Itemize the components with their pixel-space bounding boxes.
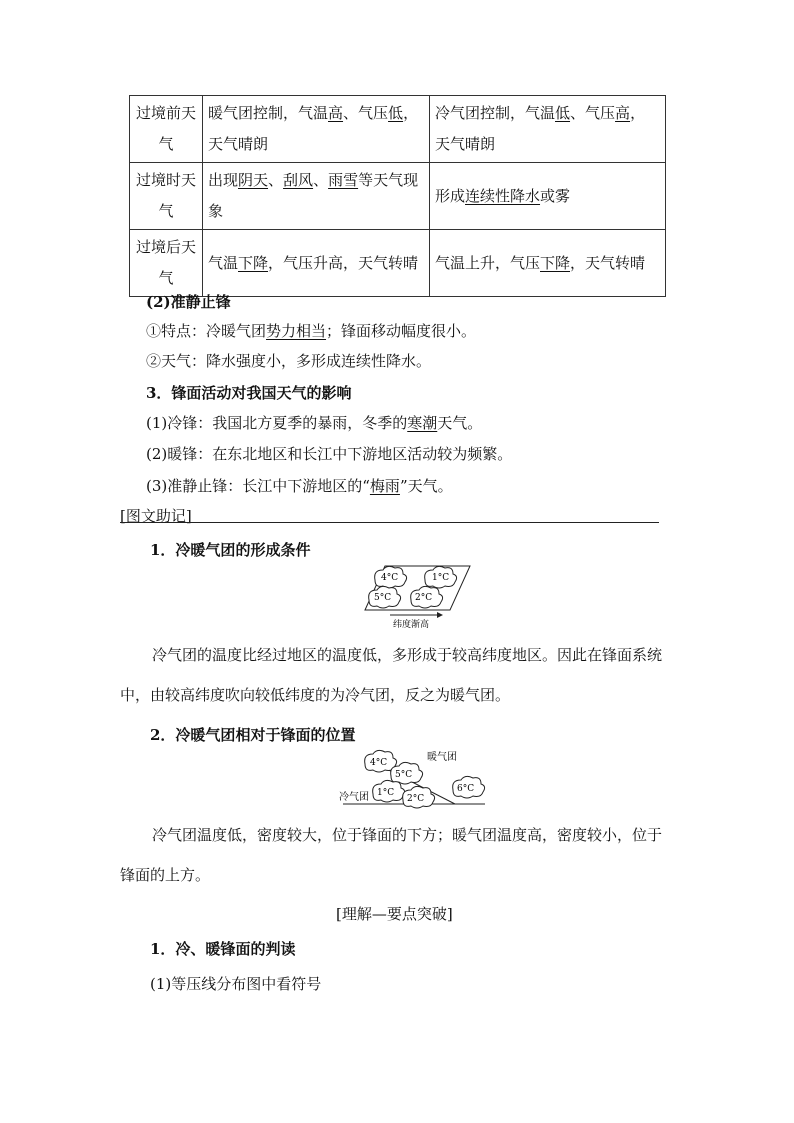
cell-text: ，天气晴朗 [435,104,646,153]
air-mass-position-figure [337,748,489,810]
cell-text: 气温上升，气压 [435,253,541,272]
temp-label: 1°C [432,573,450,583]
understand-item1-title: 1．冷、暖锋面的判读 [150,940,296,958]
cell-text: 、气压 [570,104,616,122]
stationary-feature: ①特点：冷暖气团势力相当；锋面移动幅度很小。 [146,322,477,340]
cell-text: 连续性降水 [465,186,541,205]
impact-stationary-front: (3)准静止锋：长江中下游地区的“梅雨”天气。 [146,477,453,495]
temp-label: 5°C [374,593,392,603]
row-header: 过境前天气 [130,96,203,163]
air-mass-formation-figure [355,562,475,632]
cell-text: ，天气晴朗 [208,104,419,153]
temp-label: 6°C [457,784,475,794]
impact-title: 3．锋面活动对我国天气的影响 [146,384,352,402]
temp-label: 2°C [407,794,425,804]
cell-text: 、 [313,171,329,189]
memo-item2-title: 2．冷暖气团相对于锋面的位置 [150,726,356,744]
fig1-caption: 纬度渐高 [393,620,430,630]
warm-front-cell [430,230,666,297]
temp-label: 1°C [377,788,395,798]
memo-item1-title: 1．冷暖气团的形成条件 [150,541,311,559]
memo-item1-text: 冷气团的温度比经过地区的温度低，多形成于较高纬度地区。因此在锋面系统中，由较高纬度吹向较低纬度的为冷气团，反之为暖气团。 [120,646,663,704]
warm-front-cell [430,96,666,163]
cold-air-mass-label: 冷气团 [339,792,369,803]
row-header: 过境时天气 [130,163,203,230]
table-row [130,163,666,230]
impact-cold-front: (1)冷锋：我国北方夏季的暴雨，冬季的寒潮天气。 [146,414,483,432]
temp-label: 4°C [370,758,388,768]
warm-air-mass-label: 暖气团 [427,752,457,763]
row-header: 过境后天气 [130,230,203,297]
cell-text: 形成 [435,186,466,205]
cell-text: 或雾 [540,186,571,205]
cell-text: 暖气团控制，气温 [208,104,329,122]
cell-text: 雨雪 [328,171,359,189]
stationary-weather: ②天气：降水强度小，多形成连续性降水。 [146,352,432,370]
stationary-front-title: (2)准静止锋 [146,293,231,311]
memo-divider [120,522,659,523]
memo-item2-text: 冷气团温度低，密度较大，位于锋面的下方；暖气团温度高，密度较小，位于锋面的上方。 [120,826,663,884]
cell-text: 高 [328,104,344,122]
cell-text: 冷气团控制，气温 [435,104,556,122]
cell-text: ，天气转晴 [570,253,646,272]
cell-text: 刮风 [283,171,314,189]
temp-label: 4°C [381,573,399,583]
table-row [130,230,666,297]
cold-front-cell [203,163,430,230]
cell-text: 下降 [540,253,571,272]
cell-text: 、气压 [343,104,389,122]
memo-header: [图文助记] [120,507,192,525]
cell-text: 、 [268,171,284,189]
table-row [130,96,666,163]
cell-text: 阴天 [238,171,269,189]
cell-text: 等天气现象 [208,171,419,220]
cell-text: 气温 [208,253,239,272]
cell-text: 低 [555,104,571,122]
understand-sub1: (1)等压线分布图中看符号 [150,975,322,993]
impact-warm-front: (2)暖锋：在东北地区和长江中下游地区活动较为频繁。 [146,445,513,463]
cold-front-cell [203,230,430,297]
arrow-icon [437,612,443,618]
front-weather-table [129,95,666,297]
understand-header: [理解—要点突破] [336,905,453,923]
temp-label: 5°C [395,770,413,780]
temp-label: 2°C [415,593,433,603]
warm-front-cell [430,163,666,230]
cold-front-cell [203,96,430,163]
cell-text: ，气压升高，天气转晴 [268,253,419,272]
cell-text: 下降 [238,253,269,272]
cell-text: 低 [388,104,404,122]
cell-text: 高 [615,104,631,122]
cell-text: 出现 [208,171,239,189]
